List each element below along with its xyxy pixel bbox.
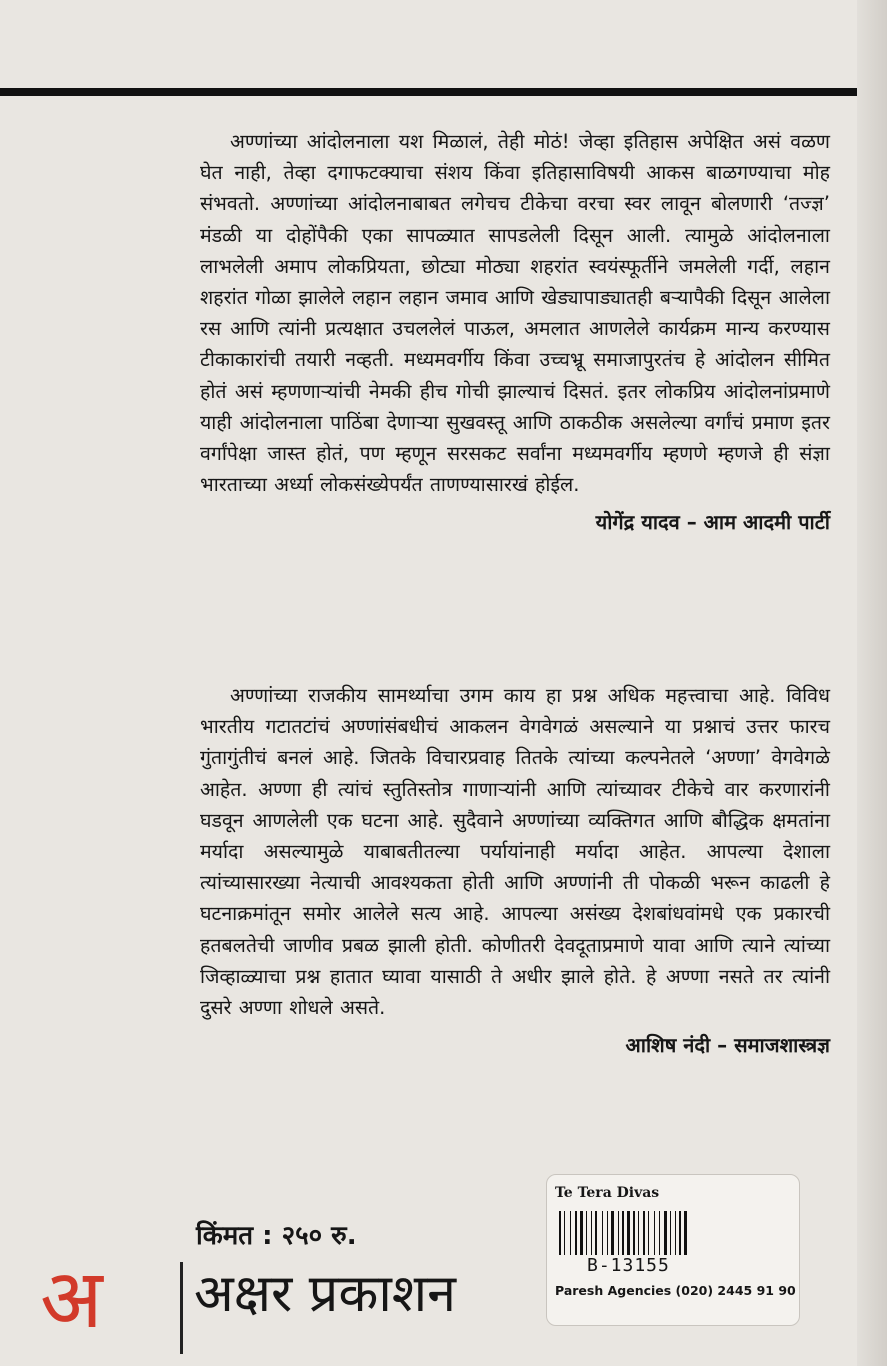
barcode-bar — [659, 1211, 660, 1255]
barcode-bar — [618, 1211, 619, 1255]
barcode-bar — [611, 1211, 614, 1255]
barcode-bar — [679, 1211, 681, 1255]
barcode-bar — [654, 1211, 655, 1255]
quote-text: अण्णांच्या आंदोलनाला यश मिळालं, तेही मोठं! जेव्हा इतिहास अपेक्षित असं वळण घेत नाही, तेव्हा दगाफटक्याचा संशय किंवा इतिहासाविषयी आकस बाळगण्याचा मोह संभवतो. अण्णांच्या आंदोलनाबाबत लगेचच टीकेचा वरचा स्वर लावून बोलणारी ‘तज्ज्ञ’ मंडळी या दोहोंपैकी एका सापळ्यात सापडलेली दिसून आली. त्यामुळे आंदोलनाला लाभलेली अमाप लोकप्रियता, छोट्या मोठ्या शहरांत स्वयंस्फूर्तीने जमलेली गर्दी, लहान शहरांत गोळा झालेले लहान लहान जमाव आणि खेड्यापाड्यातही बऱ्यापैकी दिसून आलेला रस आणि त्यांनी प्रत्यक्षात उचललेलं पाऊल, अमलात आणलेले कार्यक्रम मान्य करण्यास टीकाकारांची तयारी नव्हती. मध्यमवर्गीय किंवा उच्चभ्रू समाजापुरतंच हे आंदोलन सीमित होतं असं म्हणणाऱ्यांची नेमकी हीच गोची झाल्याचं दिसतं. इतर लोकप्रिय आंदोलनांप्रमाणे याही आंदोलनाला पाठिंबा देणाऱ्या सुखवस्तू आणि ठाकठीक असलेल्या वर्गांचं प्रमाण इतर वर्गांपेक्षा जास्त होतं, पण म्हणून सरसकट सर्वांना मध्यमवर्गीय म्हणणे म्हणजे ही संज्ञा भारताच्या अर्ध्या लोकसंख्येपर्यंत ताणण्यासारखं होईल. — [200, 130, 830, 497]
quote-attribution: योगेंद्र यादव – आम आदमी पार्टी — [595, 510, 830, 535]
barcode-bar — [559, 1211, 561, 1255]
barcode-bar — [602, 1211, 603, 1255]
publisher-logo-mark: अ — [40, 1252, 103, 1347]
quote-attribution: आशिष नंदी – समाजशास्त्रज्ञ — [625, 1033, 830, 1058]
barcode-number: B-13155 — [587, 1255, 670, 1276]
quote-ashis-nandy — [200, 680, 830, 1058]
barcode-bar — [622, 1211, 624, 1255]
barcode-bar — [580, 1211, 583, 1255]
barcode-bar — [586, 1211, 587, 1255]
top-rule — [0, 88, 857, 96]
publisher-name: अक्षर प्रकाशन — [194, 1264, 457, 1324]
publisher-logo — [40, 1250, 500, 1350]
quote-text: अण्णांच्या राजकीय सामर्थ्याचा उगम काय हा प्रश्न अधिक महत्त्वाचा आहे. विविध भारतीय गटातटांचं अण्णांसंबधीचं आकलन वेगवेगळं असल्याने या प्रश्नाचं उत्तर फारच गुंतागुंतीचं बनलं आहे. जितके विचारप्रवाह तितके त्यांच्या कल्पनेतले ‘अण्णा’ वेगवेगळे आहेत. अण्णा ही त्यांचं स्तुतिस्तोत्र गाणाऱ्यांनी आणि त्यांच्यावर टीकेचे वार करणारांनी घडवून आणलेली एक घटना आहे. सुदैवाने अण्णांच्या व्यक्तिगत आणि बौद्धिक क्षमतांना मर्यादा असल्यामुळे याबाबतीतल्या पर्यायांनाही मर्यादा आहेत. आपल्या देशाला त्यांच्यासारख्या नेत्याची आवश्यकता होती आणि अण्णांनी ती पोकळी भरून काढली हे घटनाक्रमांतून समोर आलेले सत्य आहे. आपल्या असंख्य देशबांधवांमधे एक प्रकारची हतबलतेची जाणीव प्रबळ झाली होती. कोणीतरी देवदूताप्रमाणे यावा आणि त्याने त्यांच्या जिव्हाळ्याचा प्रश्न हातात घ्यावा यासाठी ते अधीर झाले होते. हे अण्णा नसते तर त्यांनी दुसरे अण्णा शोधले असते. — [200, 684, 830, 1020]
barcode-sticker — [546, 1174, 800, 1326]
barcode-bar — [564, 1211, 565, 1255]
barcode-bar — [643, 1211, 645, 1255]
barcode-bar — [648, 1211, 649, 1255]
barcode-bar — [633, 1211, 635, 1255]
barcode-bar — [595, 1211, 597, 1255]
quote-yogendra-yadav — [200, 126, 830, 535]
barcode-bar — [575, 1211, 577, 1255]
barcode-bar — [675, 1211, 676, 1255]
barcode-bar — [638, 1211, 639, 1255]
logo-divider — [180, 1262, 183, 1354]
sticker-agency: Paresh Agencies (020) 2445 91 90 — [555, 1283, 796, 1298]
barcode-bar — [664, 1211, 667, 1255]
spine-edge — [857, 0, 887, 1366]
barcode-bar — [627, 1211, 630, 1255]
barcode-bar — [607, 1211, 608, 1255]
price-label: किंमत : २५० रु. — [196, 1221, 357, 1251]
sticker-title: Te Tera Divas — [555, 1185, 660, 1201]
barcode-bar — [570, 1211, 571, 1255]
barcode-bar — [591, 1211, 592, 1255]
barcode-graphic — [557, 1211, 752, 1255]
barcode-bar — [670, 1211, 671, 1255]
barcode-bar — [684, 1211, 687, 1255]
